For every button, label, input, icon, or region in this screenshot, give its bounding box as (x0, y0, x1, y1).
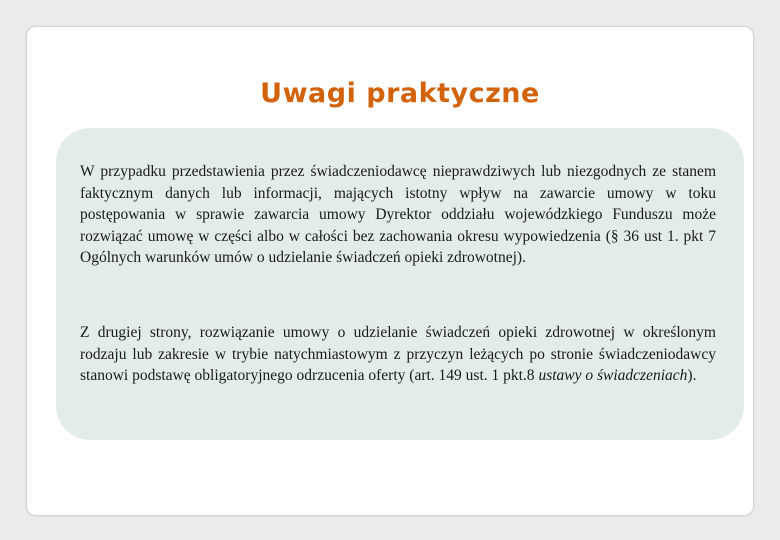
paragraph-2 (80, 322, 716, 387)
paragraph-2-end: ). (687, 367, 697, 384)
paragraph-2-text: Z drugiej strony, rozwiązanie umowy o udzielanie świadczeń opieki zdrowotnej w określonym rodzaju lub zakresie w trybie natychmiastowym z przyczyn leżących po stronie świadczeniodawcy stanowi podstawę obligatoryjnego odrzucenia oferty (art. 149 ust. 1 pkt.8 (80, 324, 716, 384)
act-name: ustawy o świadczeniach (538, 367, 688, 384)
slide-title: Uwagi praktyczne (260, 78, 540, 109)
paragraph-1: W przypadku przedstawienia przez świadczeniodawcę nieprawdziwych lub niezgodnych ze stanem faktycznym danych lub informacji, mających istotny wpływ na zawarcie umowy w toku postępowania w sprawie zawarcia umowy Dyrektor oddziału wojewódzkiego Funduszu może rozwiązać umowę w części albo w całości bez zachowania okresu wypowiedzenia (§ 36 ust 1. pkt 7 Ogólnych warunków umów o udzielanie świadczeń opieki zdrowotnej). (80, 163, 716, 266)
